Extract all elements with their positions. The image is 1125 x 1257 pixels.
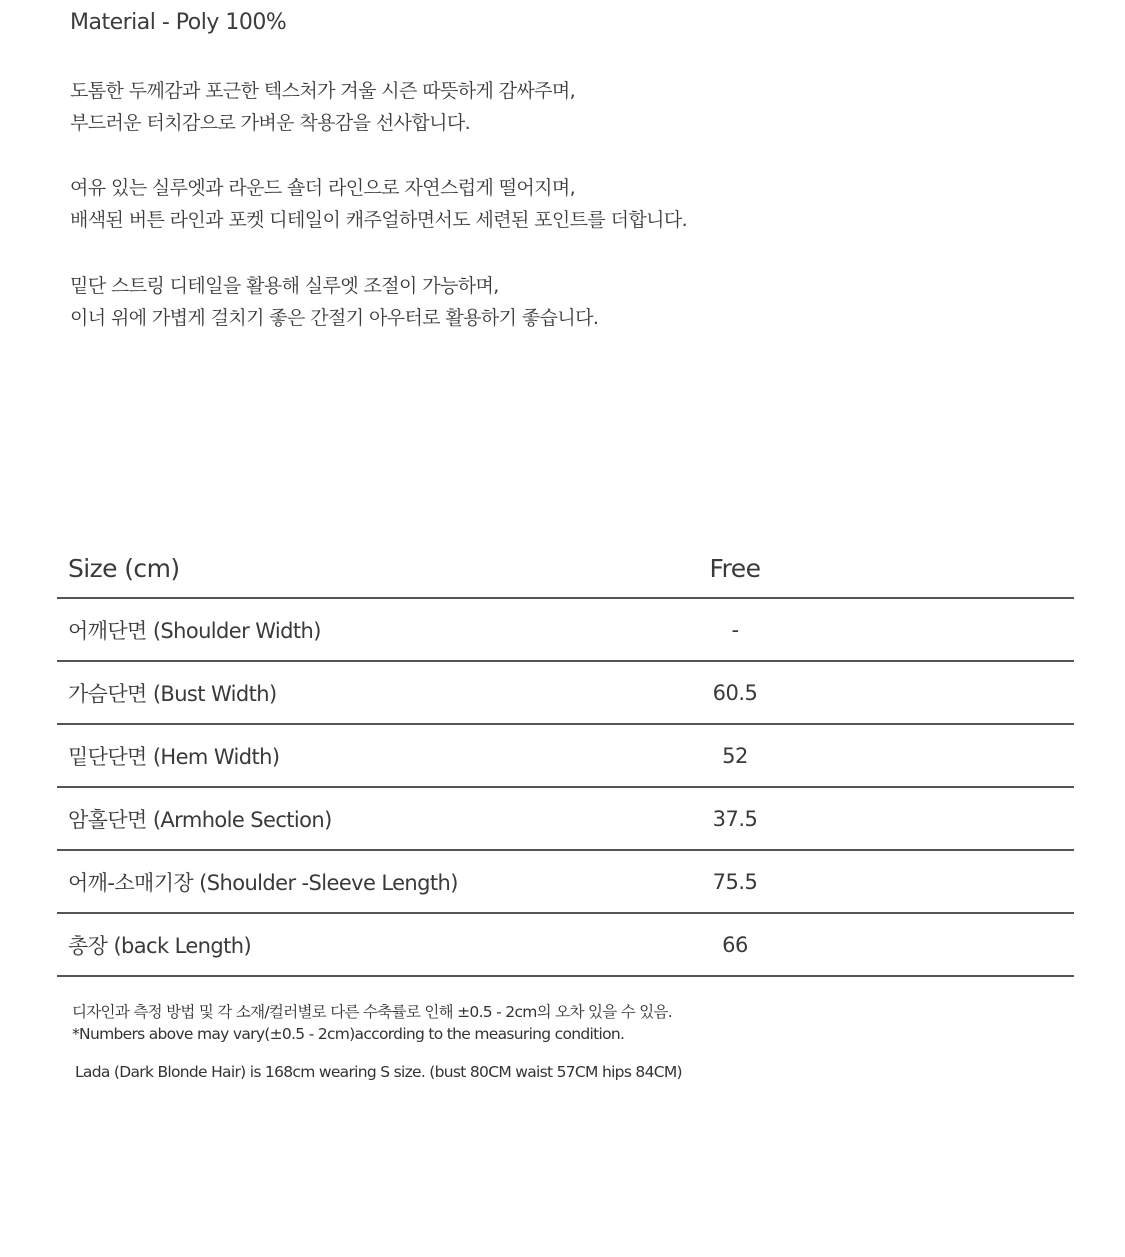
measurement-label: 가슴단면 (Bust Width)	[68, 681, 277, 706]
table-row	[57, 851, 1074, 914]
table-row	[57, 788, 1074, 851]
description-paragraph-1	[70, 75, 575, 139]
measurement-value: 60.5	[712, 680, 758, 705]
table-row	[57, 914, 1074, 977]
size-table	[57, 540, 1074, 977]
description-paragraph-2	[70, 172, 687, 236]
description-paragraph-3	[70, 270, 598, 334]
size-header-label: Size (cm)	[68, 554, 180, 583]
size-notes	[72, 1001, 682, 1083]
table-row	[57, 599, 1074, 662]
measurement-value: 75.5	[712, 869, 758, 894]
model-info: Lada (Dark Blonde Hair) is 168cm wearing S size. (bust 80CM waist 57CM hips 84CM)	[75, 1063, 682, 1081]
measurement-value: 52	[722, 743, 748, 768]
measurement-label: 어깨단면 (Shoulder Width)	[68, 618, 321, 643]
note-korean: 디자인과 측정 방법 및 각 소재/컬러별로 다른 수축률로 인해 ±0.5 - 2cm의 오차 있을 수 있음.	[72, 1003, 673, 1021]
measurement-value: 66	[722, 932, 748, 957]
measurement-value: -	[731, 617, 739, 642]
measurement-label: 어깨-소매기장 (Shoulder -Sleeve Length)	[68, 870, 458, 895]
measurement-label: 밑단단면 (Hem Width)	[68, 744, 280, 769]
description-line: 이너 위에 가볍게 걸치기 좋은 간절기 아우터로 활용하기 좋습니다.	[70, 307, 599, 329]
table-row	[57, 725, 1074, 788]
measurement-label: 총장 (back Length)	[68, 933, 252, 958]
size-header-value: Free	[709, 554, 761, 583]
size-table-header	[57, 540, 1074, 599]
description-line: 부드러운 터치감으로 가벼운 착용감을 선사합니다.	[70, 112, 471, 134]
note-english: *Numbers above may vary(±0.5 - 2cm)according to the measuring condition.	[72, 1025, 625, 1043]
description-line: 배색된 버튼 라인과 포켓 디테일이 캐주얼하면서도 세련된 포인트를 더합니다.	[70, 209, 688, 231]
description-line: 여유 있는 실루엣과 라운드 숄더 라인으로 자연스럽게 떨어지며,	[70, 177, 576, 199]
material-info: Material - Poly 100%	[70, 10, 287, 35]
description-line: 밑단 스트링 디테일을 활용해 실루엣 조절이 가능하며,	[70, 275, 499, 297]
table-row	[57, 662, 1074, 725]
measurement-value: 37.5	[712, 806, 758, 831]
description-line: 도톰한 두께감과 포근한 텍스처가 겨울 시즌 따뜻하게 감싸주며,	[70, 80, 576, 102]
measurement-label: 암홀단면 (Armhole Section)	[68, 807, 332, 832]
